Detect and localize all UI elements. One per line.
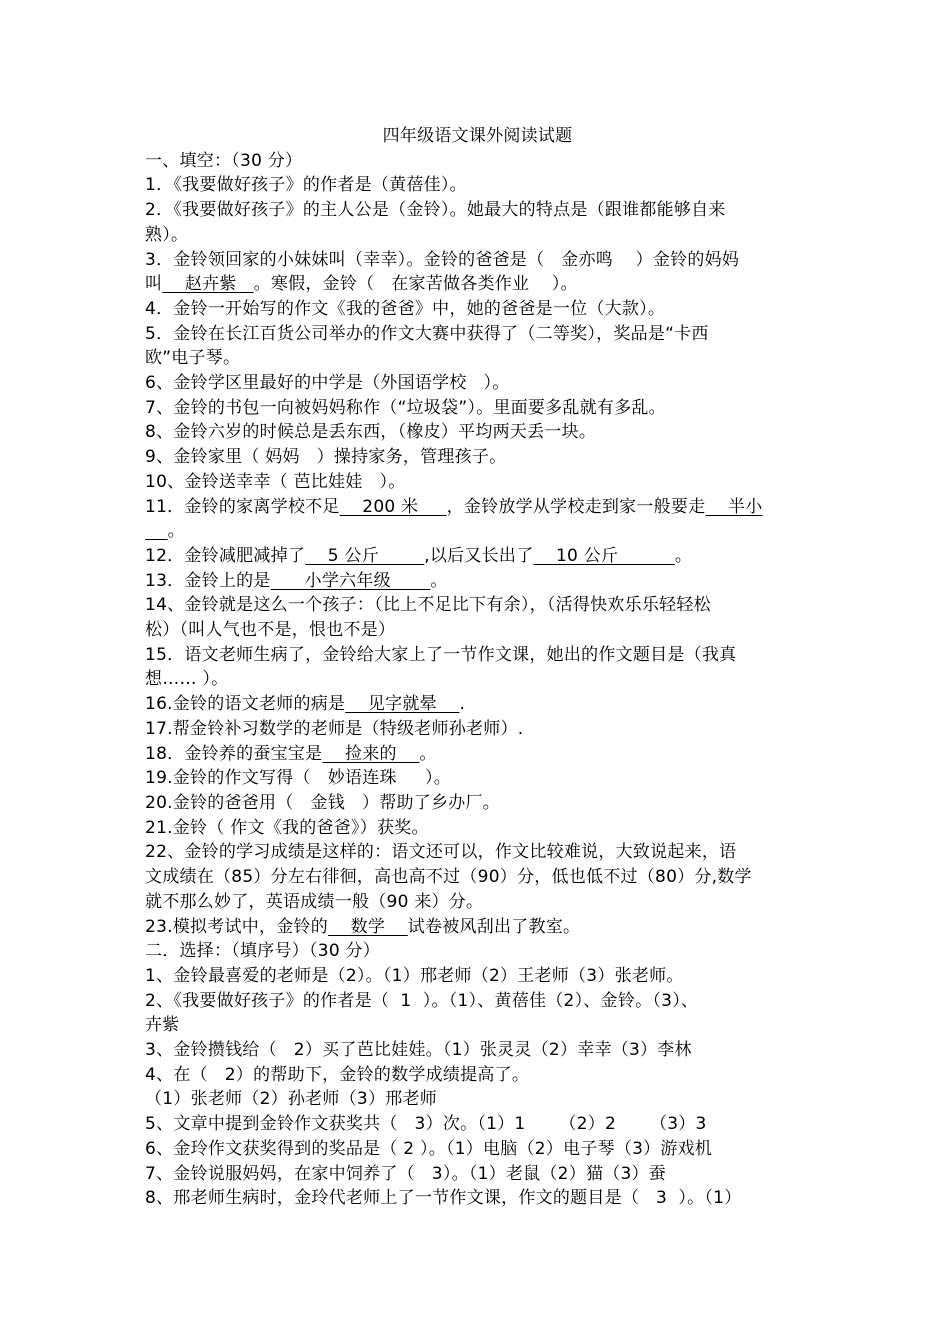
text-run: （1）张老师（2）孙老师（3）邢老师 bbox=[145, 1089, 437, 1110]
text-line bbox=[145, 840, 810, 865]
text-line bbox=[145, 1013, 810, 1038]
text-run: 6、金玲作文获奖得到的奖品是（ 2 ）。（1）电脑（2）电子琴（3）游戏机 bbox=[145, 1138, 713, 1159]
text-run: 。 bbox=[674, 545, 693, 566]
text-run: 23.模拟考试中，金铃的 bbox=[145, 916, 329, 937]
text-line bbox=[145, 1186, 810, 1211]
text-line bbox=[145, 248, 810, 273]
text-line bbox=[145, 173, 810, 198]
text-line bbox=[145, 643, 810, 668]
text-run: 7、金铃说服妈妈，在家中饲养了（ 3）。（1）老鼠（2）猫（3）蚕 bbox=[145, 1163, 667, 1184]
text-run: 14、金铃就是这么一个孩子：（比上不足比下有余），（活得快欢乐乐轻轻松 bbox=[145, 595, 711, 616]
text-run: 。寒假，金铃（ 在家苦做各类作业 ）。 bbox=[253, 274, 578, 295]
text-run: 1．《我要做好孩子》的作者是（黄蓓佳）。 bbox=[145, 175, 467, 196]
document-title: 四年级语文课外阅读试题 bbox=[382, 126, 573, 146]
answer-blank: 赵卉紫 bbox=[162, 274, 254, 295]
text-line bbox=[145, 791, 810, 816]
text-line bbox=[145, 1038, 810, 1063]
text-line bbox=[145, 544, 810, 569]
text-line bbox=[145, 396, 810, 421]
text-line bbox=[145, 569, 810, 594]
text-line bbox=[145, 519, 810, 544]
text-run: 17.帮金铃补习数学的老师是（特级老师孙老师）. bbox=[145, 718, 524, 739]
text-line bbox=[145, 1063, 810, 1088]
text-line bbox=[145, 495, 810, 520]
text-run: 7、金铃的书包一向被妈妈称作（“垃圾袋”）。里面要多乱就有多乱。 bbox=[145, 397, 666, 418]
text-run: 5、文章中提到金铃作文获奖共（ 3）次。（1）1 （2）2 （3）3 bbox=[145, 1114, 707, 1135]
text-run: 。 bbox=[419, 743, 437, 764]
text-run: 12．金铃减肥减掉了 bbox=[145, 545, 306, 566]
text-run: 1、金铃最喜爱的老师是（2）。（1）邢老师（2）王老师（3）张老师。 bbox=[145, 965, 684, 986]
text-line bbox=[145, 149, 810, 174]
text-run: 。 bbox=[167, 521, 185, 542]
text-line bbox=[145, 742, 810, 767]
text-run: 10、金铃送幸幸（ 芭比娃娃 ）。 bbox=[145, 471, 406, 492]
text-line bbox=[145, 939, 810, 964]
text-run: 就不那么妙了，英语成绩一般（90 来）分。 bbox=[145, 891, 484, 912]
text-run: 叫 bbox=[145, 274, 163, 295]
text-run: 松）（叫人气也不是，恨也不是） bbox=[145, 620, 396, 641]
text-line bbox=[145, 1162, 810, 1187]
text-line bbox=[145, 322, 810, 347]
text-line bbox=[145, 667, 810, 692]
text-run: 11．金铃的家离学校不足 bbox=[145, 496, 340, 517]
text-run: 2．《我要做好孩子》的主人公是（金铃）。她最大的特点是（跟谁都能够自来 bbox=[145, 200, 726, 221]
answer-blank: 半小 bbox=[705, 496, 763, 517]
text-run: 2、《我要做好孩子》的作者是（ 1 ）。（1）、黄蓓佳（2）、金铃。（3）、 bbox=[145, 990, 699, 1011]
text-run: 15．语文老师生病了，金铃给大家上了一节作文课，她出的作文题目是（我真 bbox=[145, 644, 737, 665]
answer-blank: 小学六年级 bbox=[270, 570, 431, 591]
text-run: 16.金铃的语文老师的病是 bbox=[145, 694, 346, 715]
text-line bbox=[145, 198, 810, 223]
text-run: 21.金铃（ 作文《我的爸爸》）获奖。 bbox=[145, 817, 429, 838]
text-line bbox=[145, 890, 810, 915]
text-run: 9、金铃家里（ 妈妈 ）操持家务，管理孩子。 bbox=[145, 447, 507, 468]
answer-blank: 见字就晕 bbox=[345, 694, 460, 715]
text-line bbox=[145, 593, 810, 618]
text-run: 想…… ）。 bbox=[145, 669, 229, 690]
text-line bbox=[145, 915, 810, 940]
text-line bbox=[145, 964, 810, 989]
text-run: 8、邢老师生病时，金玲代老师上了一节作文课，作文的题目是（ 3 ）。（1） bbox=[145, 1188, 742, 1209]
text-run: 文成绩在（85）分左右徘徊，高也高不过（90）分，低也低不过（80）分,数学 bbox=[145, 867, 752, 888]
text-line bbox=[145, 618, 810, 643]
text-line bbox=[145, 297, 810, 322]
text-run: 19.金铃的作文写得（ 妙语连珠 ）。 bbox=[145, 768, 452, 789]
text-line bbox=[145, 1112, 810, 1137]
answer-blank: 10 公斤 bbox=[533, 545, 675, 566]
answer-blank: 数学 bbox=[328, 916, 408, 937]
text-line bbox=[145, 420, 810, 445]
text-run: 卉紫 bbox=[145, 1015, 180, 1036]
text-run: 3、金铃攒钱给（ 2）买了芭比娃娃。（1）张灵灵（2）幸幸（3）李林 bbox=[145, 1040, 692, 1061]
text-line bbox=[145, 346, 810, 371]
text-line bbox=[145, 692, 810, 717]
text-line bbox=[145, 1087, 810, 1112]
text-run: 18．金铃养的蚕宝宝是 bbox=[145, 743, 323, 764]
text-line bbox=[145, 989, 810, 1014]
answer-blank: 200 米 bbox=[339, 496, 447, 517]
text-run: 22、金铃的学习成绩是这样的：语文还可以，作文比较难说，大致说起来，语 bbox=[145, 842, 737, 863]
text-run: 试卷被风刮出了教室。 bbox=[407, 916, 581, 937]
text-run: 13．金铃上的是 bbox=[145, 570, 271, 591]
text-run: 4、在（ 2）的帮助下，金铃的数学成绩提高了。 bbox=[145, 1064, 530, 1085]
document-body bbox=[145, 124, 810, 1211]
text-line bbox=[145, 717, 810, 742]
answer-blank: 捡来的 bbox=[322, 743, 420, 764]
text-line bbox=[145, 223, 810, 248]
text-run: 8、金铃六岁的时候总是丢东西，（橡皮）平均两天丢一块。 bbox=[145, 422, 597, 443]
text-run: 一、填空：（30 分） bbox=[145, 150, 303, 171]
text-line bbox=[145, 865, 810, 890]
text-run: ,以后又长出了 bbox=[424, 545, 534, 566]
text-run: ，金铃放学从学校走到家一般要走 bbox=[446, 496, 706, 517]
text-run: 20.金铃的爸爸用（ 金钱 ）帮助了乡办厂。 bbox=[145, 792, 500, 813]
text-run: 4．金铃一开始写的作文《我的爸爸》中，她的爸爸是一位（大款）。 bbox=[145, 298, 666, 319]
text-line bbox=[145, 470, 810, 495]
text-run: 6、金铃学区里最好的中学是（外国语学校 ）。 bbox=[145, 373, 510, 394]
text-run: 3．金铃领回家的小妹妹叫（幸幸）。金铃的爸爸是（ 金亦鸣 ）金铃的妈妈 bbox=[145, 249, 740, 270]
text-line bbox=[145, 371, 810, 396]
text-line bbox=[145, 816, 810, 841]
text-line bbox=[145, 1137, 810, 1162]
text-run: 二．选择：（填序号）（30 分） bbox=[145, 941, 381, 962]
text-run: 熟）。 bbox=[145, 224, 189, 245]
text-run: 。 bbox=[430, 570, 448, 591]
answer-blank: 5 公斤 bbox=[305, 545, 425, 566]
text-run: 欧”电子琴。 bbox=[145, 348, 241, 369]
text-run: . bbox=[459, 694, 466, 715]
answer-blank bbox=[145, 521, 168, 541]
text-line bbox=[145, 272, 810, 297]
question-list bbox=[145, 149, 810, 1211]
text-line bbox=[145, 766, 810, 791]
text-run: 5．金铃在长江百货公司举办的作文大赛中获得了（二等奖），奖品是“卡西 bbox=[145, 323, 709, 344]
text-line bbox=[145, 445, 810, 470]
